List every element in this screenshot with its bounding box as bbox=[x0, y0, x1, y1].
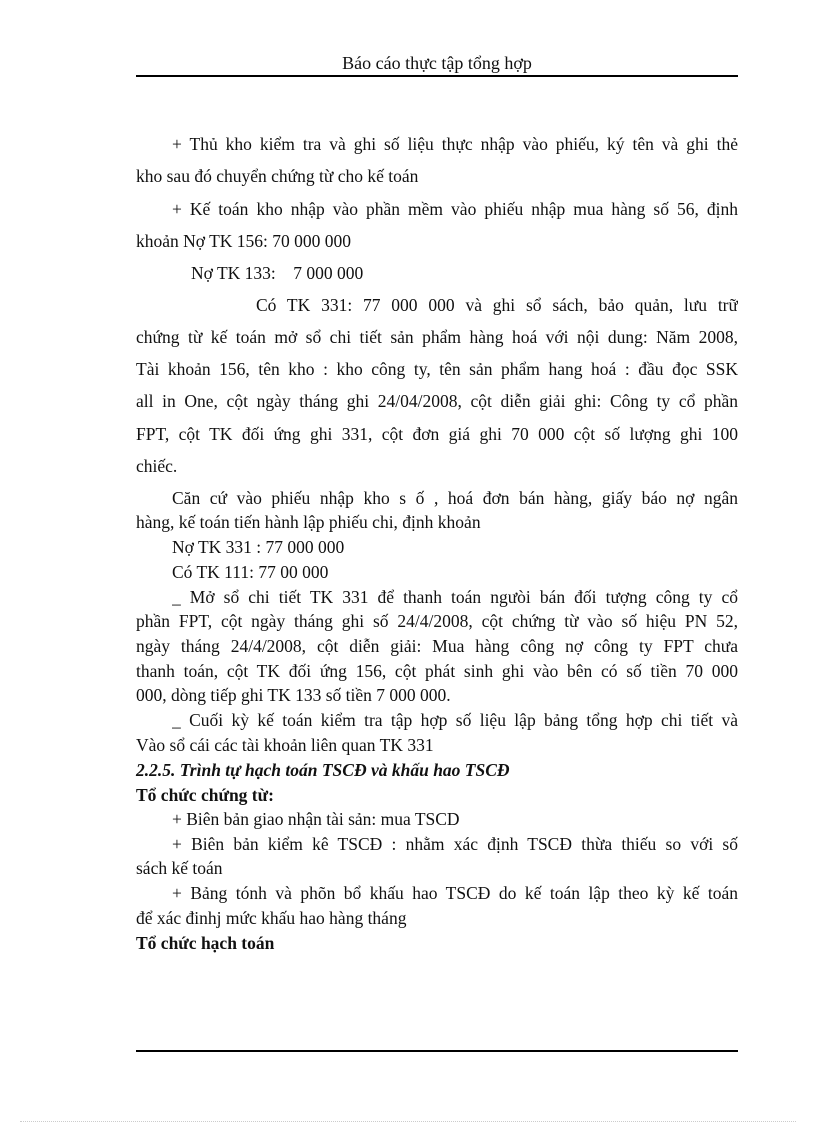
paragraph-line: Tài khoản 156, tên kho : kho công ty, tên sản phẩm hang hoá : đầu đọc SSK bbox=[136, 359, 738, 379]
page-edge-divider bbox=[20, 1121, 796, 1122]
paragraph-line: Vào sổ cái các tài khoản liên quan TK 331 bbox=[136, 735, 434, 755]
subheading: Tổ chức chứng từ: bbox=[136, 785, 274, 805]
paragraph-line: khoản Nợ TK 156: 70 000 000 bbox=[136, 231, 352, 251]
paragraph-line: Nợ TK 331 : 77 000 000 bbox=[172, 537, 345, 557]
paragraph-line: thanh toán, cột TK đối ứng 156, cột phát sinh ghi vào bên có số tiền 70 000 bbox=[136, 661, 738, 681]
paragraph-line: Có TK 331: 77 000 000 và ghi sổ sách, bảo quản, lưu trữ bbox=[256, 295, 738, 315]
section-heading: 2.2.5. Trình tự hạch toán TSCĐ và khấu hao TSCĐ bbox=[136, 760, 510, 780]
paragraph-line: sách kế toán bbox=[136, 858, 223, 878]
paragraph-line: Có TK 111: 77 00 000 bbox=[172, 562, 329, 582]
page-header-title: Báo cáo thực tập tổng hợp bbox=[342, 53, 532, 73]
paragraph-line: + Thủ kho kiểm tra và ghi số liệu thực nhập vào phiếu, ký tên và ghi thẻ bbox=[172, 134, 738, 154]
paragraph-line: Căn cứ vào phiếu nhập kho s ố , hoá đơn bán hàng, giấy báo nợ ngân bbox=[172, 488, 738, 508]
paragraph-line: để xác đinhj mức khấu hao hàng tháng bbox=[136, 908, 407, 928]
paragraph-line: + Biên bản kiểm kê TSCĐ : nhằm xác định TSCĐ thừa thiếu so với số bbox=[172, 834, 738, 854]
paragraph-line: Nợ TK 133: 7 000 000 bbox=[191, 263, 364, 283]
subheading: Tổ chức hạch toán bbox=[136, 933, 275, 953]
header-rule bbox=[136, 75, 738, 77]
paragraph-line: _ Cuối kỳ kế toán kiểm tra tập hợp số liệu lập bảng tổng hợp chi tiết và bbox=[172, 710, 738, 730]
paragraph-line: all in One, cột ngày tháng ghi 24/04/2008, cột diễn giải ghi: Công ty cổ phần bbox=[136, 391, 738, 411]
paragraph-line: _ Mở sổ chi tiết TK 331 để thanh toán ngưòi bán đối tượng công ty cổ bbox=[172, 587, 738, 607]
paragraph-line: + Bảng tónh và phõn bổ khấu hao TSCĐ do kế toán lập theo kỳ kế toán bbox=[172, 883, 738, 903]
paragraph-line: hàng, kế toán tiến hành lập phiếu chi, định khoản bbox=[136, 512, 481, 532]
paragraph-line: chứng từ kế toán mở sổ chi tiết sản phẩm hàng hoá với nội dung: Năm 2008, bbox=[136, 327, 738, 347]
paragraph-line: ngày tháng 24/4/2008, cột diễn giải: Mua hàng công nợ công ty FPT chưa bbox=[136, 636, 738, 656]
paragraph-line: FPT, cột TK đối ứng ghi 331, cột đơn giá ghi 70 000 cột số lượng ghi 100 bbox=[136, 424, 738, 444]
footer-rule bbox=[136, 1050, 738, 1052]
paragraph-line: chiếc. bbox=[136, 456, 178, 476]
paragraph-line: + Kế toán kho nhập vào phần mềm vào phiếu nhập mua hàng số 56, định bbox=[172, 199, 738, 219]
paragraph-line: + Biên bản giao nhận tài sản: mua TSCD bbox=[172, 809, 460, 829]
paragraph-line: kho sau đó chuyển chứng từ cho kế toán bbox=[136, 166, 419, 186]
paragraph-line: 000, dòng tiếp ghi TK 133 số tiền 7 000 000. bbox=[136, 685, 451, 705]
paragraph-line: phần FPT, cột ngày tháng ghi số 24/4/2008, cột chứng từ vào số hiệu PN 52, bbox=[136, 611, 738, 631]
